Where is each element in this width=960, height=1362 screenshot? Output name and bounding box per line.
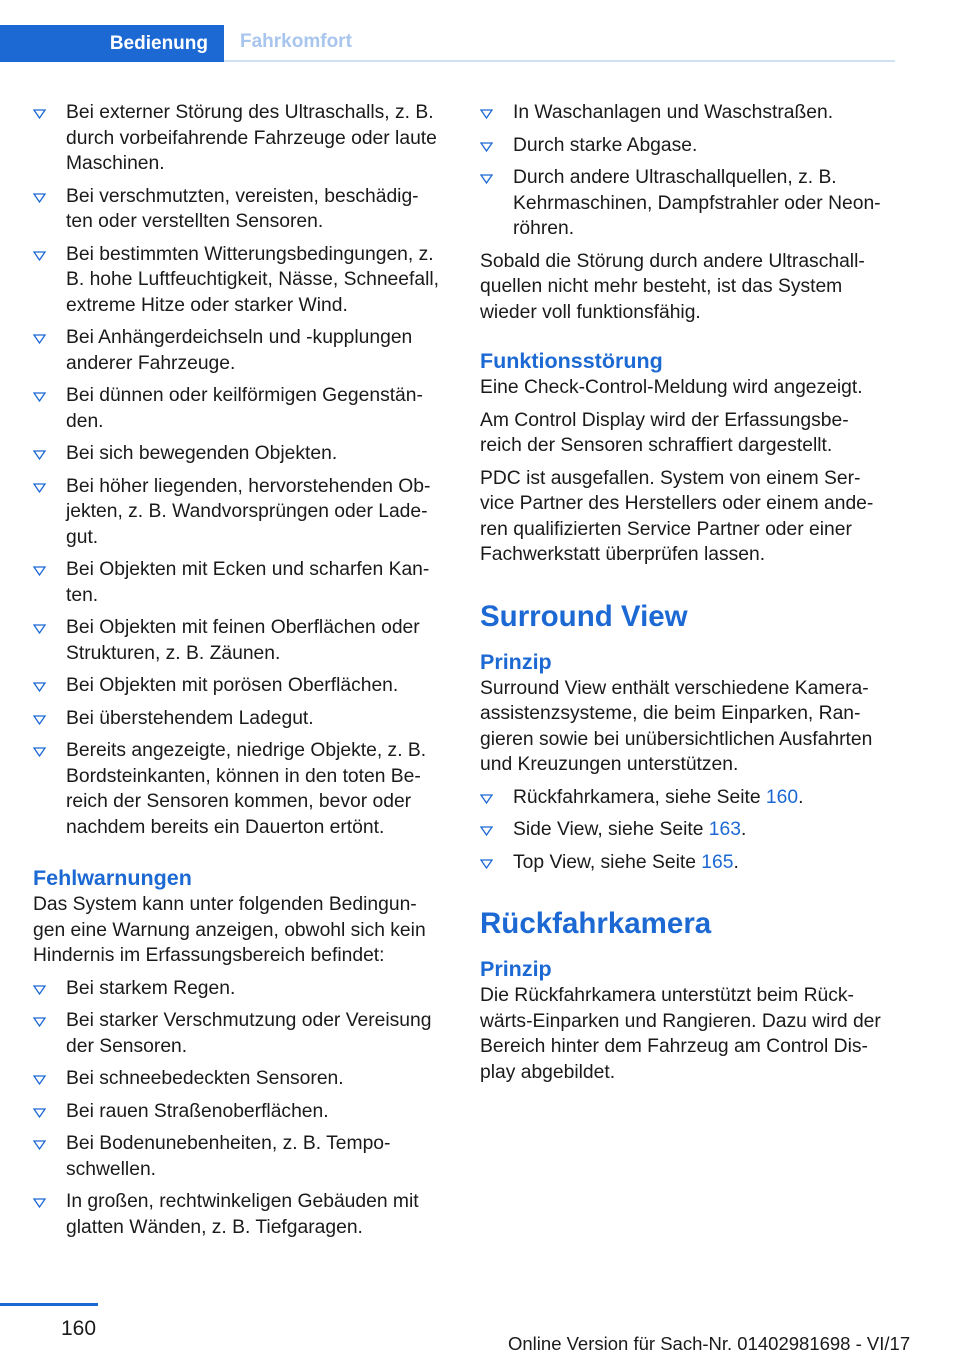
bullet-arrow-icon (33, 251, 46, 261)
recovery-text: Sobald die Störung durch andere Ultraschall‐ quellen nicht mehr besteht, ist das System wieder voll funktionsfähig. (480, 250, 865, 323)
surround-refs-list (480, 785, 895, 876)
list-item (480, 165, 895, 242)
heading-funktionsstoerung: Funktionsstörung (480, 349, 663, 373)
list-item-text: Bei schneebedeckten Sensoren. (66, 1068, 344, 1089)
bullet-arrow-icon (33, 450, 46, 460)
interference-list (480, 100, 895, 242)
page-link[interactable]: 165 (701, 851, 734, 873)
page-link[interactable]: 160 (765, 786, 799, 808)
tab-underline (224, 60, 895, 62)
list-item (33, 1099, 448, 1125)
list-item (33, 100, 448, 177)
bullet-arrow-icon (33, 1108, 46, 1118)
tab-bedienung[interactable]: Bedienung (0, 25, 224, 62)
header-tabs (0, 25, 895, 62)
heading-prinzip: Prinzip (480, 957, 552, 981)
bullet-arrow-icon (33, 193, 46, 203)
list-item (33, 1066, 448, 1092)
funk-paragraph-1: Eine Check-Control-Meldung wird angezeigt. (480, 377, 863, 398)
list-item (33, 184, 448, 235)
list-item: Side View, siehe Seite 163. (480, 817, 895, 843)
bullet-arrow-icon (33, 483, 46, 493)
list-item-text: Bei Anhängerdeichseln und -kupplungen anderer Fahrzeuge. (66, 327, 413, 374)
list-item-text: Bei überstehendem Ladegut. (66, 707, 314, 729)
list-item (33, 738, 448, 840)
list-item-text: Bei Bodenunebenheiten, z. B. Tempo‐ schwellen. (66, 1133, 391, 1180)
list-item (33, 1008, 448, 1059)
bullet-arrow-icon (33, 334, 46, 344)
page-link[interactable]: 163 (708, 819, 741, 840)
list-item (33, 706, 448, 732)
list-item (480, 133, 895, 159)
list-item-text: Bei dünnen oder keilförmigen Gegenstän‐ den. (66, 385, 423, 432)
bullet-arrow-icon (33, 392, 46, 402)
list-item (33, 557, 448, 608)
ref-text: Rückfahrkamera, siehe Seite (513, 786, 766, 808)
bullet-arrow-icon (33, 1017, 46, 1027)
list-item-text: Bei verschmutzten, vereisten, beschädig‐ ten oder verstellten Sensoren. (66, 185, 419, 232)
surround-text: Surround View enthält verschiedene Kamera‐ assistenzsysteme, die beim Einparken, Ran‐ gieren sowie bei unübersichtlichen Ausfahrten und Kreuzungen unterstützen. (480, 677, 873, 775)
list-item (33, 1131, 448, 1182)
bullet-arrow-icon (480, 174, 493, 184)
heading-surround-view: Surround View (480, 599, 688, 633)
list-item (33, 673, 448, 699)
bullet-arrow-icon (33, 1140, 46, 1150)
left-column (33, 100, 448, 1247)
funk-paragraph-2: Am Control Display wird der Erfassungsbe‐ reich der Sensoren schraffiert dargestellt. (480, 409, 849, 456)
bullet-arrow-icon (33, 566, 46, 576)
bullet-arrow-icon (33, 109, 46, 119)
list-item-text: Bei externer Störung des Ultraschalls, z. B. durch vorbeifahrende Fahrzeuge oder laute Maschinen. (66, 102, 437, 174)
tab-fahrkomfort[interactable]: Fahrkomfort (240, 31, 352, 52)
list-item-text: Bei bestimmten Witterungsbedingungen, z. B. hohe Luftfeuchtigkeit, Nässe, Schneefall, extreme Hitze oder starker Wind. (66, 243, 439, 316)
list-item-text: In großen, rechtwinkeligen Gebäuden mit glatten Wänden, z. B. Tiefgaragen. (66, 1191, 419, 1238)
bullet-arrow-icon (480, 859, 493, 869)
list-item-text: Bei sich bewegenden Objekten. (66, 443, 338, 464)
list-item-text: Bereits angezeigte, niedrige Objekte, z. B. Bordsteinkanten, können in den toten Be‐ reich der Sensoren kommen, bevor oder nachdem bereits ein Dauerton ertönt. (66, 740, 427, 838)
list-item-text: Durch andere Ultraschallquellen, z. B. Kehrmaschinen, Dampfstrahler oder Neon‐ röhren. (513, 167, 881, 239)
bullet-arrow-icon (33, 715, 46, 725)
bullet-arrow-icon (480, 109, 493, 119)
list-item-text: Bei starkem Regen. (66, 977, 236, 999)
bullet-arrow-icon (33, 1075, 46, 1085)
list-item (33, 383, 448, 434)
list-item (33, 615, 448, 666)
bullet-arrow-icon (33, 1198, 46, 1208)
list-item-text: Bei höher liegenden, hervorstehenden Ob‐ jekten, z. B. Wandvorsprüngen oder Lade‐ gut. (66, 475, 431, 548)
bullet-arrow-icon (480, 794, 493, 804)
list-item-text: Bei Objekten mit porösen Oberflächen. (66, 675, 399, 696)
right-column (480, 100, 895, 1092)
bullet-arrow-icon (33, 747, 46, 757)
bullet-arrow-icon (33, 682, 46, 692)
page-number: 160 (61, 1317, 97, 1340)
online-version-text: Online Version für Sach-Nr. 01402981698 - VI/17 (508, 1333, 911, 1354)
list-item-text: Bei rauen Straßenoberflächen. (66, 1100, 329, 1122)
bullet-arrow-icon (33, 624, 46, 634)
heading-rueckfahrkamera: Rückfahrkamera (480, 907, 712, 940)
heading-prinzip: Prinzip (480, 649, 552, 674)
list-item (33, 441, 448, 467)
limitations-list (33, 100, 448, 840)
list-item (33, 242, 448, 319)
fehlwarnungen-text: Das System kann unter folgenden Bedingun‐ gen eine Warnung anzeigen, obwohl sich kein Hindernis im Erfassungsbereich befindet: (33, 894, 426, 966)
list-item-text: Bei Objekten mit feinen Oberflächen oder Strukturen, z. B. Zäunen. (66, 617, 420, 664)
ref-text: Side View, siehe Seite (513, 819, 709, 840)
rueck-text: Die Rückfahrkamera unterstützt beim Rück‐ wärts-Einparken und Rangieren. Dazu wird der Bereich hinter dem Fahrzeug am Control Dis‐ play abgebildet. (480, 985, 881, 1083)
bullet-arrow-icon (33, 985, 46, 995)
list-item (480, 100, 895, 126)
list-item: Rückfahrkamera, siehe Seite 160. (480, 785, 895, 811)
list-item (33, 1189, 448, 1240)
list-item (33, 976, 448, 1002)
bullet-arrow-icon (480, 826, 493, 836)
list-item-text: In Waschanlagen und Waschstraßen. (513, 102, 834, 123)
list-item-text: Bei starker Verschmutzung oder Vereisung der Sensoren. (66, 1010, 432, 1057)
list-item-text: Durch starke Abgase. (513, 134, 698, 156)
bullet-arrow-icon (480, 142, 493, 152)
ref-text: Top View, siehe Seite (513, 851, 702, 873)
funk-paragraph-3: PDC ist ausgefallen. System von einem Ser‐ vice Partner des Herstellers oder einem ande‐ ren qualifizierten Service Partner oder einer Fachwerkstatt überprüfen lassen. (480, 467, 874, 565)
false-warning-list (33, 976, 448, 1241)
heading-fehlwarnungen: Fehlwarnungen (33, 866, 192, 890)
footer-rule (0, 1303, 98, 1306)
list-item-text: Bei Objekten mit Ecken und scharfen Kan‐ ten. (66, 559, 430, 606)
list-item (33, 325, 448, 376)
list-item (33, 474, 448, 551)
list-item: Top View, siehe Seite 165. (480, 850, 895, 876)
